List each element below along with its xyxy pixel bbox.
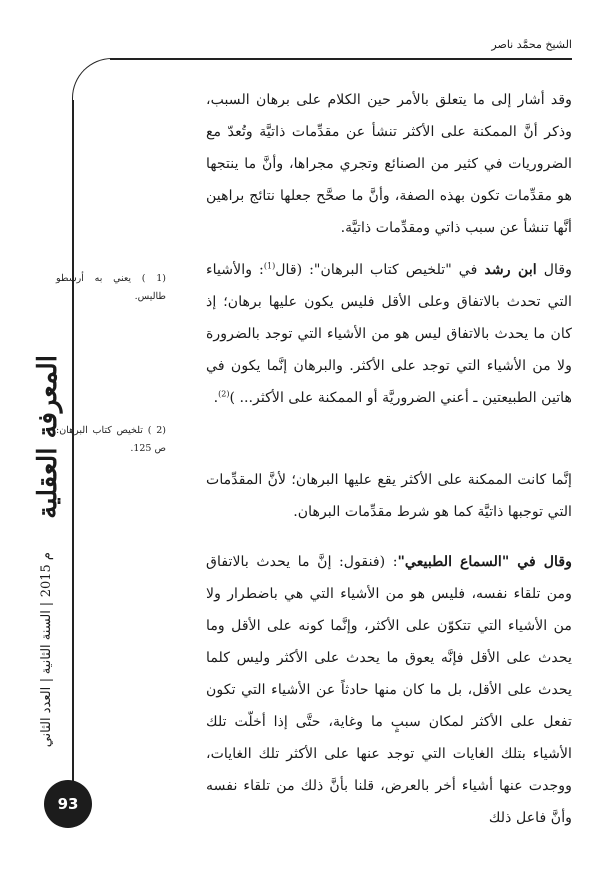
paragraph-text: : والأشياء التي تحدث بالاتفاق وعلى الأقل فليس يكون عليها برهان؛ إذ كان ما يحدث بالاتفاق ليس هو من الأشياء التي توجد بالضرورة ولا من الأشياء التي توجد على الأكثر. والبرهان إنَّما يكون في هاتين الطبيعتين ـ أعني الضروريَّة أو الممكنة على الأكثر... )	[206, 262, 572, 406]
journal-logo-text: المعرفة العقلية	[33, 355, 63, 519]
footnote: (2 ) تلخيص كتاب البرهان: ص 125.	[56, 425, 166, 454]
paragraph-lead: وقال في "السماع الطبيعي"	[397, 554, 572, 570]
paragraph-text: .	[213, 390, 219, 406]
body-paragraph	[206, 546, 572, 834]
body-paragraph	[206, 254, 572, 414]
page-number: 93	[44, 780, 92, 828]
paragraph-text: : (فنقول: إنَّ ما يحدث بالاتفاق ومن تلقاء نفسه، فليس هو من الأشياء التي هي باضطرار ولا من الأشياء التي تتكوّن على الأكثر، وإنَّما كونه على الأقل وما يحدث على الأقل فإنَّه يعوق ما يحدث على الأكثر وليس كلما يحدث على الأقل، بل ما كان منها حادثاً عن الأشياء التي تكون تفعل على الأكثر لمكان سببٍ ما وغاية، حتَّى إذا أخلّت تلك الأشياء بتلك الغايات التي توجد عنها على الأكثر تلك الغايات، ووجدت عنها أشياء أخر بالعرض، قلنا بأنَّ ذلك من تلقاء نفسه وأنَّ فاعل ذلك	[206, 554, 572, 826]
body-paragraph: إنَّما كانت الممكنة على الأكثر يقع عليها البرهان؛ لأنَّ المقدِّمات التي توجبها ذاتيَّة كما هو شرط مقدِّمات البرهان.	[206, 472, 572, 520]
body-paragraph: وقد أشار إلى ما يتعلق بالأمر حين الكلام على برهان السبب، وذكر أنَّ الممكنة على الأكثر تنشأ عن مقدِّمات ذاتيَّة وتُعدّ مع الضروريات في كثير من الصنائع وتجري مجراها، وأنَّ ما ينتجها هو مقدِّمات تكون بهذه الصفة، وأنَّ ما صحَّح جعلها نتائج براهين أنَّها تنشأ عن سبب ذاتي ومقدِّمات ذاتيَّة.	[206, 92, 572, 236]
paragraph-text: وقال	[543, 262, 572, 278]
paragraph-text: في "تلخيص كتاب البرهان": (قال	[275, 262, 478, 278]
issue-date: 2015 م	[38, 552, 54, 598]
frame-corner	[72, 58, 121, 119]
issue-info	[26, 520, 66, 780]
footnote: (1 ) يعني به أرسطو طاليس.	[56, 273, 166, 302]
running-head: الشيخ محمَّد ناصر	[491, 38, 572, 51]
header-rule	[110, 58, 572, 60]
issue-number: العدد الثاني	[38, 687, 54, 748]
issue-separator: |	[38, 678, 54, 683]
issue-year: السنة الثانية	[38, 610, 54, 675]
author-name: ابن رشد	[484, 262, 537, 278]
footnote-ref: (1)	[263, 261, 276, 271]
footnote-ref: (2)	[218, 389, 230, 399]
issue-separator: |	[38, 601, 54, 607]
